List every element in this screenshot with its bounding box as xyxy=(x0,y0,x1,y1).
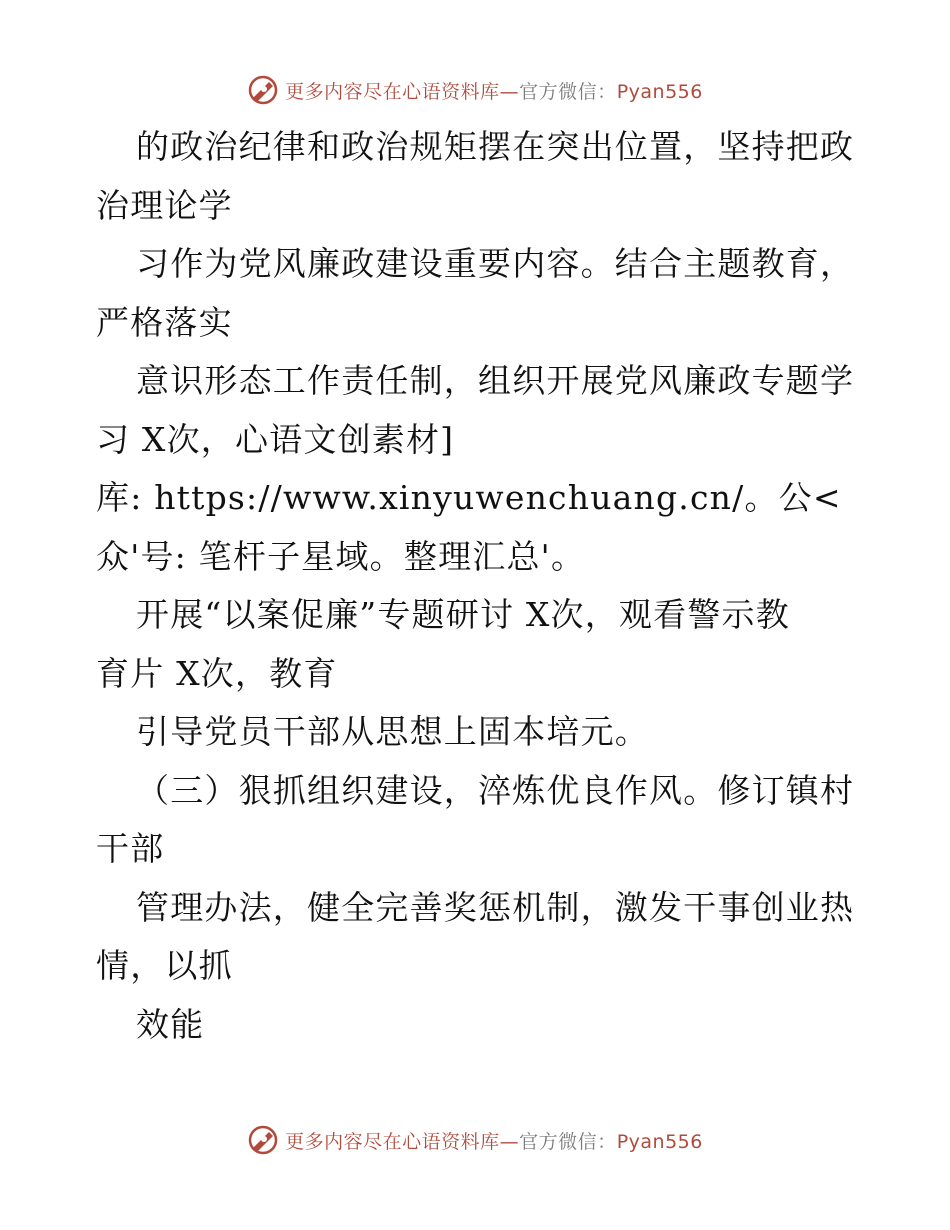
footer-watermark-id: Pyan556 xyxy=(616,1130,703,1153)
text-line: 治理论学 xyxy=(96,185,233,225)
text-line: 习作为党风廉政建设重要内容。结合主题教育， xyxy=(136,244,855,283)
text-line: 引导党员干部从思想上固本培元。 xyxy=(136,712,649,751)
pen-logo-icon xyxy=(247,74,279,106)
text-line: 管理办法，健全完善奖惩机制，激发干事创业热 xyxy=(136,887,855,927)
text-line: （三）狠抓组织建设，淬炼优良作风。修订镇村 xyxy=(136,770,855,810)
text-line: 的政治纪律和政治规矩摆在突出位置，坚持把政 xyxy=(136,127,855,166)
header-watermark-id: Pyan556 xyxy=(616,80,703,103)
footer-watermark-main: 更多内容尽在心语资料库— xyxy=(285,1130,520,1153)
text-line: 习 X次，心语文创素材] xyxy=(96,419,455,459)
footer-watermark xyxy=(0,1120,950,1160)
text-line: 干部 xyxy=(96,829,165,868)
text-line: 效能 xyxy=(136,1004,205,1044)
pen-logo-icon xyxy=(247,1124,279,1156)
text-line: 库: https://www.xinyuwenchuang.cn/。公< xyxy=(96,478,842,517)
header-watermark-main: 更多内容尽在心语资料库— xyxy=(285,80,520,103)
text-line: 开展“以案促廉”专题研讨 X次，观看警示教 xyxy=(136,595,790,634)
text-line: 严格落实 xyxy=(96,302,233,342)
text-line: 意识形态工作责任制，组织开展党风廉政专题学 xyxy=(136,361,855,400)
footer-watermark-text xyxy=(285,1127,703,1154)
footer-watermark-wx: 官方微信： xyxy=(519,1130,617,1153)
document-body xyxy=(96,118,876,1054)
header-watermark-wx: 官方微信： xyxy=(519,80,617,103)
text-line: 情，以抓 xyxy=(96,946,233,985)
text-line: 众'号: 笔杆子星域。整理汇总'。 xyxy=(96,536,586,576)
header-watermark-text xyxy=(285,77,703,104)
header-watermark xyxy=(0,70,950,110)
text-line: 育片 X次，教育 xyxy=(96,653,338,693)
